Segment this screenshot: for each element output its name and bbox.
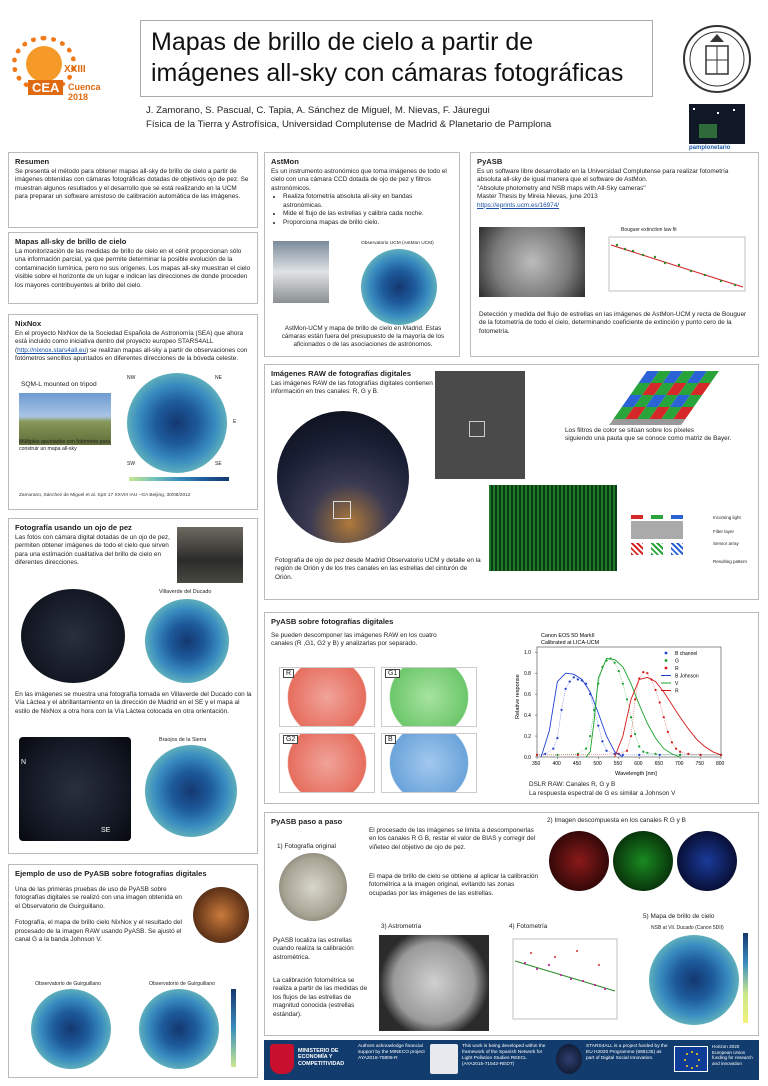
sqm-label: SQM-L mounted on tripod xyxy=(21,381,97,388)
title-box xyxy=(140,20,653,97)
nixnox-dir-nw: NW xyxy=(127,375,136,381)
x-tick-label: 450 xyxy=(572,761,582,767)
filter-legend-incoming: Incoming light xyxy=(713,515,741,520)
text-localiza: PyASB localiza las estrellas cuando realiza la calibración astrométrica. xyxy=(273,937,354,961)
astmon-photo xyxy=(273,241,329,303)
text-mapa: El mapa de brillo de cielo se obtiene al aplicar la calibración fotométrica a la imagen original, evitando las zonas ocupadas por las imágenes de las estrellas. xyxy=(369,873,539,897)
legend-swatch xyxy=(665,667,668,670)
astmon-bullet: • Mide el flujo de las estrellas y calibra cada noche. xyxy=(283,210,453,218)
nixnox-dir-sw: SW xyxy=(127,461,136,467)
ejemplo-colorbar xyxy=(231,989,236,1067)
series-point xyxy=(679,751,681,753)
bayer-text-1: Los filtros de color se sitúan sobre los píxeles xyxy=(565,427,694,434)
panel-paso xyxy=(264,812,759,1036)
series-point xyxy=(659,701,661,703)
panel-resumen xyxy=(8,152,258,228)
astmon-bullet: • Proporciona mapas de brillo cielo. xyxy=(283,219,453,227)
footer-horizon: Horizon 2020 European Union funding for research and innovation xyxy=(712,1044,753,1067)
astmon-map-title: Observatorio UCM (AstMon UCM) xyxy=(361,241,434,246)
paso-title: PyASB paso a paso xyxy=(271,817,343,826)
sky-map-title: NSB at Vil. Ducado (Canon 5DII) xyxy=(651,925,724,931)
affiliation: Física de la Tierra y Astrofísica, Universidad Complutense de Madrid & Planetario de Pamplona xyxy=(146,119,552,130)
fisheye-photo-1 xyxy=(21,589,125,683)
step4-label: 4) Fotometría xyxy=(509,923,548,930)
series-point xyxy=(577,678,579,680)
raw-fisheye-photo xyxy=(277,411,409,543)
cea-inner-circle-icon xyxy=(26,46,62,82)
nixnox-text: En el proyecto NixNox de la Sociedad Española de Astronomía (SEA) que ahora está incluido como iniciativa dentro del proyecto europeo STARS4ALL (http://nixnox.stars4all.eu) se realizan mapas all-sky a partir de observaciones con fotómetros sencillos apuntados en diferentes direcciones de la bóveda celeste. xyxy=(15,330,248,363)
nixnox-ref: Zamorano, Sánchez de Miguel et al. SpS 17 XXVIII IAU –GA Beijing, 30/08/2012 xyxy=(19,493,191,498)
johnson-caption: La respuesta espectral de G es similar a Johnson V xyxy=(529,790,676,797)
y-tick-label: 0.2 xyxy=(524,734,531,741)
ejemplo-map-1 xyxy=(31,989,111,1069)
chart-subtitle: Calibrated at LICA-UCM xyxy=(541,640,600,646)
sky-map-colorbar xyxy=(743,933,748,1023)
ejemplo-text-1: Una de las primeras pruebas de uso de PyASB sobre fotografías digitales se realizó con una imagen obtenida en el Observatorio de Guirguillano. xyxy=(15,886,182,910)
legend-label: R xyxy=(675,666,679,672)
series-point xyxy=(605,750,607,752)
nixnox-link[interactable]: http://nixnox.stars4all.eu xyxy=(17,346,87,354)
series-point xyxy=(642,751,644,753)
bouguer-plot xyxy=(603,235,749,297)
pyasb-link[interactable]: https://eprints.ucm.es/16974/ xyxy=(477,201,560,209)
series-point xyxy=(654,753,656,755)
stars4all-logo-icon xyxy=(556,1044,582,1074)
series-point xyxy=(597,724,599,726)
text-calibracion: La calibración fotométrica se realiza a partir de las medidas de los flujos de las estrellas de magnitud conocida (estrellas estándar). xyxy=(273,977,368,1018)
cea-label: CEA xyxy=(28,80,63,95)
series-point xyxy=(654,689,656,691)
step2-label: 2) Imagen descompuesta en los canales R G y B xyxy=(547,817,686,824)
fisheye-title: Fotografía usando un ojo de pez xyxy=(15,523,132,532)
series-point xyxy=(663,716,665,718)
panel-fisheye xyxy=(8,518,258,854)
series-point xyxy=(634,733,636,735)
legend-swatch xyxy=(665,652,668,655)
eu-flag-icon xyxy=(674,1046,708,1072)
quad-r-label: R xyxy=(283,669,294,678)
series-point xyxy=(630,735,632,737)
sobre-text: Se pueden descomponer las imágenes RAW en los cuatro canales (R ,G1, G2 y B) y analizarlas por separado. xyxy=(271,632,437,648)
y-tick-label: 0.0 xyxy=(524,755,531,761)
channel-r xyxy=(549,831,609,891)
series-point xyxy=(560,709,562,711)
pamplonetario-logo xyxy=(689,104,745,144)
footer-bar xyxy=(264,1040,759,1080)
authors: J. Zamorano, S. Pascual, C. Tapia, A. Sánchez de Miguel, M. Nievas, F. Jáuregui xyxy=(146,105,490,116)
footer-ack: Authors acknowledge financial support by the MINECO project AYA2016-75808-R xyxy=(358,1044,425,1061)
pyasb-caption: Detección y medida del flujo de estrellas en las imágenes de AstMon-UCM y recta de Bouguer de la fotometría de todo el cielo, determinando coeficiente de extinción y punto cero de la fotometría. xyxy=(479,311,747,335)
raw-caption: Fotografía de ojo de pez desde Madrid Observatorio UCM y detalle en la región de Orión y de los tres canales en las estrellas del cinturón de Orión. xyxy=(275,557,481,581)
series-point xyxy=(634,698,636,700)
raw-orion-box xyxy=(469,421,485,437)
page-title-line1: Mapas de brillo de cielo a partir de xyxy=(151,28,534,56)
mapas-title: Mapas all-sky de brillo de cielo xyxy=(15,237,127,246)
x-tick-label: 650 xyxy=(654,761,664,767)
bouguer-plot-title: Bouguer extinction law fit xyxy=(621,227,677,233)
nixnox-dir-ne: NE xyxy=(215,375,222,381)
guirguillano-photo xyxy=(193,887,249,943)
panel-astmon xyxy=(264,152,460,357)
quad-b-label: B xyxy=(385,735,396,744)
series-point xyxy=(675,748,677,750)
series-point xyxy=(626,698,628,700)
series-point xyxy=(687,753,689,755)
series-point xyxy=(552,748,554,750)
filter-legend-pattern: Resulting pattern xyxy=(713,559,748,564)
panel-ejemplo xyxy=(8,864,258,1078)
nixnox-title: NixNox xyxy=(15,319,42,328)
map1-title: Villaverde del Ducado xyxy=(159,589,212,595)
nixnox-dir-e: E xyxy=(233,419,237,425)
step1-label: 1) Fotografía original xyxy=(277,843,336,850)
series-point xyxy=(565,688,567,690)
text-procesado: El procesado de las imágenes se limita a descomponerlas en los canales R G B, restar el valor de BIAS y corregir del viñeteo del objetivo de ojo de pez. xyxy=(369,827,536,851)
series-point xyxy=(646,752,648,754)
legend-label: B Johnson xyxy=(675,673,699,680)
x-tick-label: 750 xyxy=(695,761,704,767)
fisheye-photo-2 xyxy=(19,737,131,841)
fisheye-text: Las fotos con cámara digital dotadas de un ojo de pez, permiten obtener imágenes de todo el cielo que sirven para una estimación cualitativa del brillo de cielo en diferentes direcciones. xyxy=(15,534,170,567)
pyasb-thesis: "Absolute photometry and NSB maps with All-Sky cameras" xyxy=(477,184,646,192)
series-line-4 xyxy=(586,659,680,758)
series-point xyxy=(646,672,648,674)
series-point xyxy=(544,753,546,755)
final-sky-map xyxy=(649,935,739,1025)
reel-logo-icon xyxy=(430,1044,458,1074)
quad-g1-label: G1 xyxy=(385,669,400,678)
panel-sobre xyxy=(264,612,759,804)
series-point xyxy=(556,737,558,739)
series-point xyxy=(667,731,669,733)
pyasb-detection-image xyxy=(479,227,585,297)
x-tick-label: 400 xyxy=(552,761,561,767)
fisheye-map-2 xyxy=(145,745,237,837)
camera-photo xyxy=(177,527,243,583)
legend-label: R xyxy=(675,688,679,695)
legend-label: G xyxy=(675,658,679,665)
y-tick-label: 0.8 xyxy=(524,671,531,678)
resumen-text: Se presenta el método para obtener mapas all-sky de brillo de cielo a partir de imágenes obtenidas con cámaras fotográficas dotadas de objetivos ojo de pez. Se muestran algunos resultados y el desarrollo que se está realizando en la UCM para preparar un software amistoso de calibración automática de las imágenes. xyxy=(15,168,249,201)
series-point xyxy=(585,748,587,750)
fisheye-se-label: SE xyxy=(101,827,111,834)
step5-label: 5) Mapa de brillo de cielo xyxy=(643,913,715,920)
footer-reel: This work is being developed within the framework of the Spanish Network for Light Pollution Studies REECL (AYA2015-71542-REDT) xyxy=(462,1044,546,1067)
astmon-map xyxy=(361,249,437,325)
cea-number: XXIII xyxy=(64,64,86,75)
mapas-text: La monitorización de las medidas de brillo de cielo en el cénit proporcionan sólo una información parcial, ya que permite determinar la posible evolución de la contaminación lumínica, pero no sus orígenes. Los mapas all-sky muestran el cielo visible sobre el horizonte de un lugar e indican las direcciones de donde proceden los mayores contribuyentes al brillo del cielo. xyxy=(15,248,251,289)
ucm-seal xyxy=(682,20,752,98)
series-trace-2 xyxy=(537,672,721,755)
legend-swatch xyxy=(665,659,668,662)
raw-text: Las imágenes RAW de las fotografías digitales contienen información en tres canales: R, G y B. xyxy=(271,380,433,396)
astmon-bullet: • Realiza fotometría absoluta all-sky en bandas astronómicas. xyxy=(283,193,453,210)
legend-label: V xyxy=(675,681,679,687)
y-tick-label: 1.0 xyxy=(524,650,531,657)
ejemplo-map2-title: Observatorio de Guirguillano xyxy=(149,981,216,987)
channel-b xyxy=(677,831,737,891)
sobre-title: PyASB sobre fotografías digitales xyxy=(271,617,394,626)
panel-mapas xyxy=(8,232,258,304)
y-tick-label: 0.6 xyxy=(524,692,531,699)
series-point xyxy=(573,676,575,678)
series-point xyxy=(699,754,701,756)
fisheye-text-2: En las imágenes se muestra una fotografía tomada en Villaverde del Ducado con la Vía Láctea y el abrillantamiento en la dirección de Madrid en el SE y el mapa al estilo de NixNox a otra hora con la Vía Láctea colocada en otra orientación. xyxy=(15,691,252,715)
y-tick-label: 0.4 xyxy=(524,713,531,720)
nixnox-colorbar xyxy=(129,477,229,481)
spain-shield-icon xyxy=(270,1044,294,1074)
series-point xyxy=(618,670,620,672)
panel-raw xyxy=(264,364,759,600)
series-point xyxy=(614,662,616,664)
series-point xyxy=(626,750,628,752)
bayer-text-2: siguiendo una pauta que se conoce como matriz de Bayer. xyxy=(565,435,732,442)
cea-city: Cuenca 2018 xyxy=(68,82,101,102)
series-point xyxy=(671,741,673,743)
series-point xyxy=(536,754,538,756)
ejemplo-map-2 xyxy=(139,989,219,1069)
fisheye-n-label: N xyxy=(21,759,27,766)
filter-legend-layer: Filter layer xyxy=(713,529,735,534)
pyasb-text: Es un software libre desarrollado en la Universidad Complutense para realizar fotometría absoluta all-sky de igual manera que el software de AstMon. xyxy=(477,168,729,184)
series-point xyxy=(642,671,644,673)
astmon-caption: AstMon-UCM y mapa de brillo de cielo en Madrid. Estas cámaras están fuera del presupuesto de la mayoría de los aficionados o de las asociaciones de astrónomos. xyxy=(281,325,445,349)
series-point xyxy=(589,735,591,737)
series-point xyxy=(622,683,624,685)
series-point xyxy=(638,754,640,756)
nixnox-caption: Múltiples apuntados con fotómetro para construir un mapa all-sky xyxy=(19,439,111,452)
chart-title: Canon EOS 5D MarkII xyxy=(541,633,595,639)
dslr-caption: DSLR RAW: Canales R, G y B xyxy=(529,781,616,788)
ejemplo-title: Ejemplo de uso de PyASB sobre fotografías digitales xyxy=(15,869,207,878)
x-tick-label: 700 xyxy=(675,761,684,767)
series-point xyxy=(630,716,632,718)
series-point xyxy=(577,754,579,756)
quad-g2-label: G2 xyxy=(283,735,298,744)
series-point xyxy=(569,680,571,682)
page-title-line2: imágenes all-sky con cámaras fotográficas xyxy=(151,59,624,87)
channel-g xyxy=(613,831,673,891)
filter-legend-sensor: Sensor array xyxy=(713,541,739,546)
series-point xyxy=(679,754,681,756)
series-line-3 xyxy=(541,673,623,757)
photometry-plot xyxy=(505,935,621,1025)
x-tick-label: 600 xyxy=(634,761,643,767)
nixnox-dir-se: SE xyxy=(215,461,222,467)
ministerio-label: MINISTERIO DE ECONOMÍA Y COMPETITIVIDAD xyxy=(298,1048,345,1067)
raw-title: Imágenes RAW de fotografías digitales xyxy=(271,369,412,378)
sqm-photo xyxy=(19,393,111,445)
x-tick-label: 350 xyxy=(532,761,541,767)
filter-diagram xyxy=(631,515,691,555)
ejemplo-text-2: Fotografía, el mapa de brillo cielo NixNox y el resultado del procesado de la imagen RAW usando PyASB. Se ajustó el canal G a la banda Johnson V. xyxy=(15,919,182,944)
chart-ylabel: Relative response xyxy=(515,674,521,719)
step3-label: 3) Astrometría xyxy=(381,923,422,930)
bayer-grid-illustration xyxy=(607,371,727,431)
series-point xyxy=(622,754,624,756)
astrometry-image xyxy=(379,935,489,1031)
footer-stars: STARS4ALL is a project funded by the EU H2020 Programme (688135) as part of Digital Social Innovation. xyxy=(586,1044,668,1061)
resumen-title: Resumen xyxy=(15,157,50,166)
x-tick-label: 550 xyxy=(613,761,623,767)
astmon-title: AstMon xyxy=(271,157,299,166)
pamplonetario-label: pamplonetario xyxy=(689,145,731,151)
astmon-bullets xyxy=(283,193,453,227)
nixnox-map xyxy=(127,373,227,473)
series-point xyxy=(601,740,603,742)
fisheye-map-1 xyxy=(145,599,229,683)
x-tick-label: 800 xyxy=(716,761,725,767)
pyasb-master: Master Thesis by Mireia Nievas, june 2013 xyxy=(477,193,598,201)
original-photo xyxy=(279,853,347,921)
logo-cea xyxy=(8,34,112,102)
spectral-response-chart xyxy=(511,629,731,777)
astmon-text: Es un instrumento astronómico que toma imágenes de todo el cielo con una cámara CCD dotada de ojo de pez y filtros astronómicos. xyxy=(271,168,447,192)
series-point xyxy=(638,745,640,747)
panel-nixnox xyxy=(8,314,258,510)
pyasb-title: PyASB xyxy=(477,157,503,166)
panel-pyasb xyxy=(470,152,759,357)
chart-frame xyxy=(537,647,721,757)
chart-xlabel: Wavelength [nm] xyxy=(615,771,657,777)
ejemplo-map1-title: Observatorio de Guirguillano xyxy=(35,981,102,987)
raw-zoom-box xyxy=(333,501,351,519)
raw-green-mosaic xyxy=(489,485,617,571)
x-tick-label: 500 xyxy=(593,761,602,767)
map2-title: Braojos de la Sierra xyxy=(159,737,207,743)
legend-label: B channel xyxy=(675,651,698,657)
